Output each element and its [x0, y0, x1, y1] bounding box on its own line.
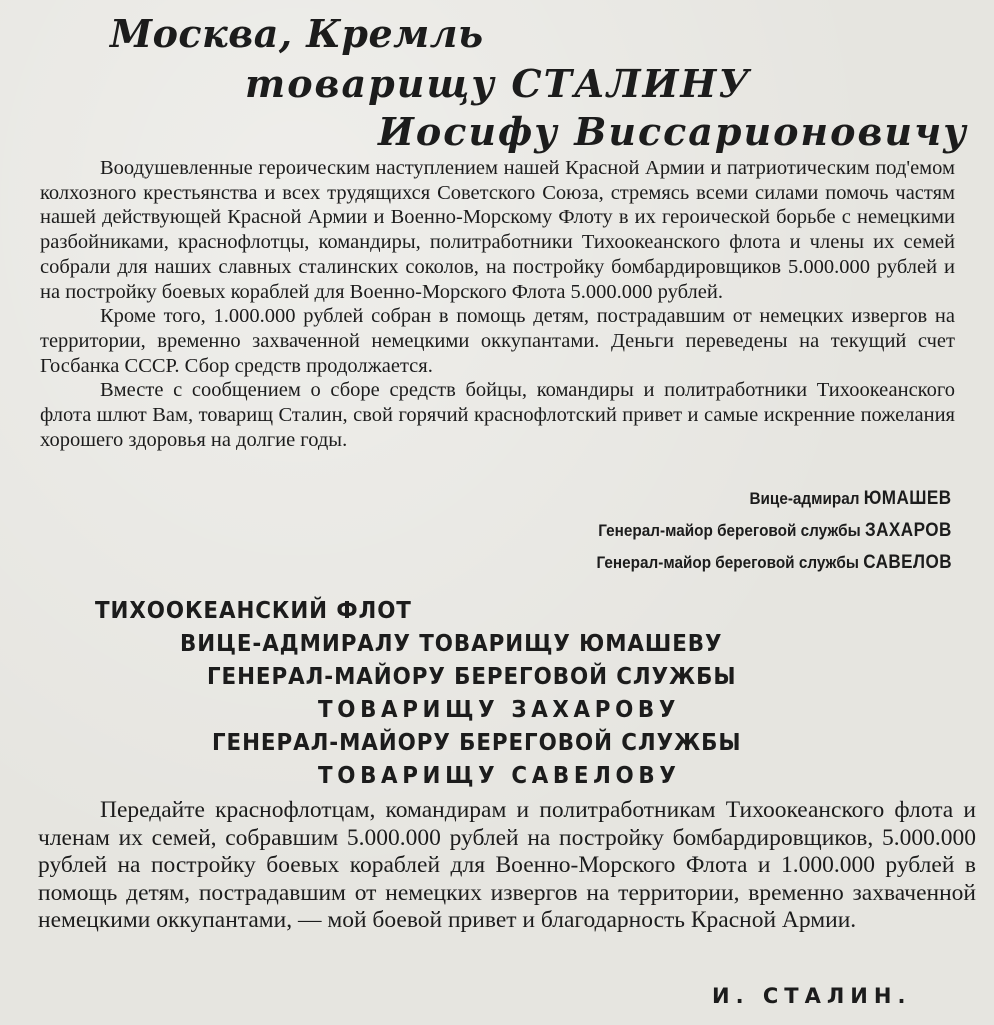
reply-header-line: ГЕНЕРАЛ-МАЙОРУ БЕРЕГОВОЙ СЛУЖБЫ [207, 664, 737, 690]
reply-body [38, 797, 976, 935]
signature-name: ЗАХАРОВ [865, 520, 952, 541]
signature-yumashev [750, 488, 952, 510]
letter-paragraph: Кроме того, 1.000.000 рублей собран в помощь детям, пострадавшим от немецких извергов на территории, временно захваченной немецкими оккупантами. Деньги переведены на текущий счет Госбанка СССР. Сбор средств продолжается. [40, 305, 955, 377]
reply-header-line: ТИХООКЕАНСКИЙ ФЛОТ [95, 598, 412, 624]
signature-name: САВЕЛОВ [863, 552, 952, 573]
reply-header-line: ТОВАРИЩУ ЗАХАРОВУ [318, 697, 681, 723]
signature-zakharov [598, 520, 952, 542]
signature-name: ЮМАШЕВ [864, 488, 952, 509]
reply-header-line: ТОВАРИЩУ САВЕЛОВУ [318, 763, 681, 789]
signature-rank: Вице-адмирал [749, 489, 860, 508]
address-line-moscow-kremlin: Москва, Кремль [110, 11, 484, 56]
signature-savelov [596, 552, 952, 574]
letter-paragraph: Вместе с сообщением о сборе средств бойцы, командиры и политработники Тихоокеанского флота шлют Вам, товарищ Сталин, свой горячий краснофлотский привет и самые искренние пожелания хорошего здоровья на долгие годы. [40, 379, 955, 451]
reply-header-line: ГЕНЕРАЛ-МАЙОРУ БЕРЕГОВОЙ СЛУЖБЫ [212, 730, 742, 756]
letter-body [40, 156, 955, 452]
reply-paragraph: Передайте краснофлотцам, командирам и политработникам Тихоокеанского флота и членам их семей, собравшим 5.000.000 рублей на постройку бомбардировщиков, 5.000.000 рублей на постройку боевых кораблей для Военно-Морского Флота и 1.000.000 рублей в помощь детям, пострадавшим от немецких извергов на территории, временно захваченной немецкими оккупантами, — мой боевой привет и благодарность Красной Армии. [38, 797, 976, 933]
signature-rank: Генерал-майор береговой службы [598, 521, 861, 540]
reply-signature: И. СТАЛИН. [712, 984, 912, 1008]
signature-rank: Генерал-майор береговой службы [596, 553, 859, 572]
letter-paragraph: Воодушевленные героическим наступлением нашей Красной Армии и патриотическим под'емом колхозного крестьянства и всех трудящихся Советского Союза, стремясь всеми силами помочь частям нашей действующей Красной Армии и Военно-Морскому Флоту в их героической борьбе с немецкими разбойниками, краснофлотцы, командиры, политработники Тихоокеанского флота и члены их семей собрали для наших славных сталинских соколов, на постройку бомбардировщиков 5.000.000 рублей и на постройку боевых кораблей для Военно-Морского Флота 5.000.000 рублей. [40, 157, 955, 303]
reply-header-line: ВИЦЕ-АДМИРАЛУ ТОВАРИЩУ ЮМАШЕВУ [180, 631, 723, 657]
address-line-iosif-vissarionovich: Иосифу Виссарионовичу [378, 109, 968, 154]
address-line-comrade-stalin: товарищу СТАЛИНУ [245, 61, 752, 106]
